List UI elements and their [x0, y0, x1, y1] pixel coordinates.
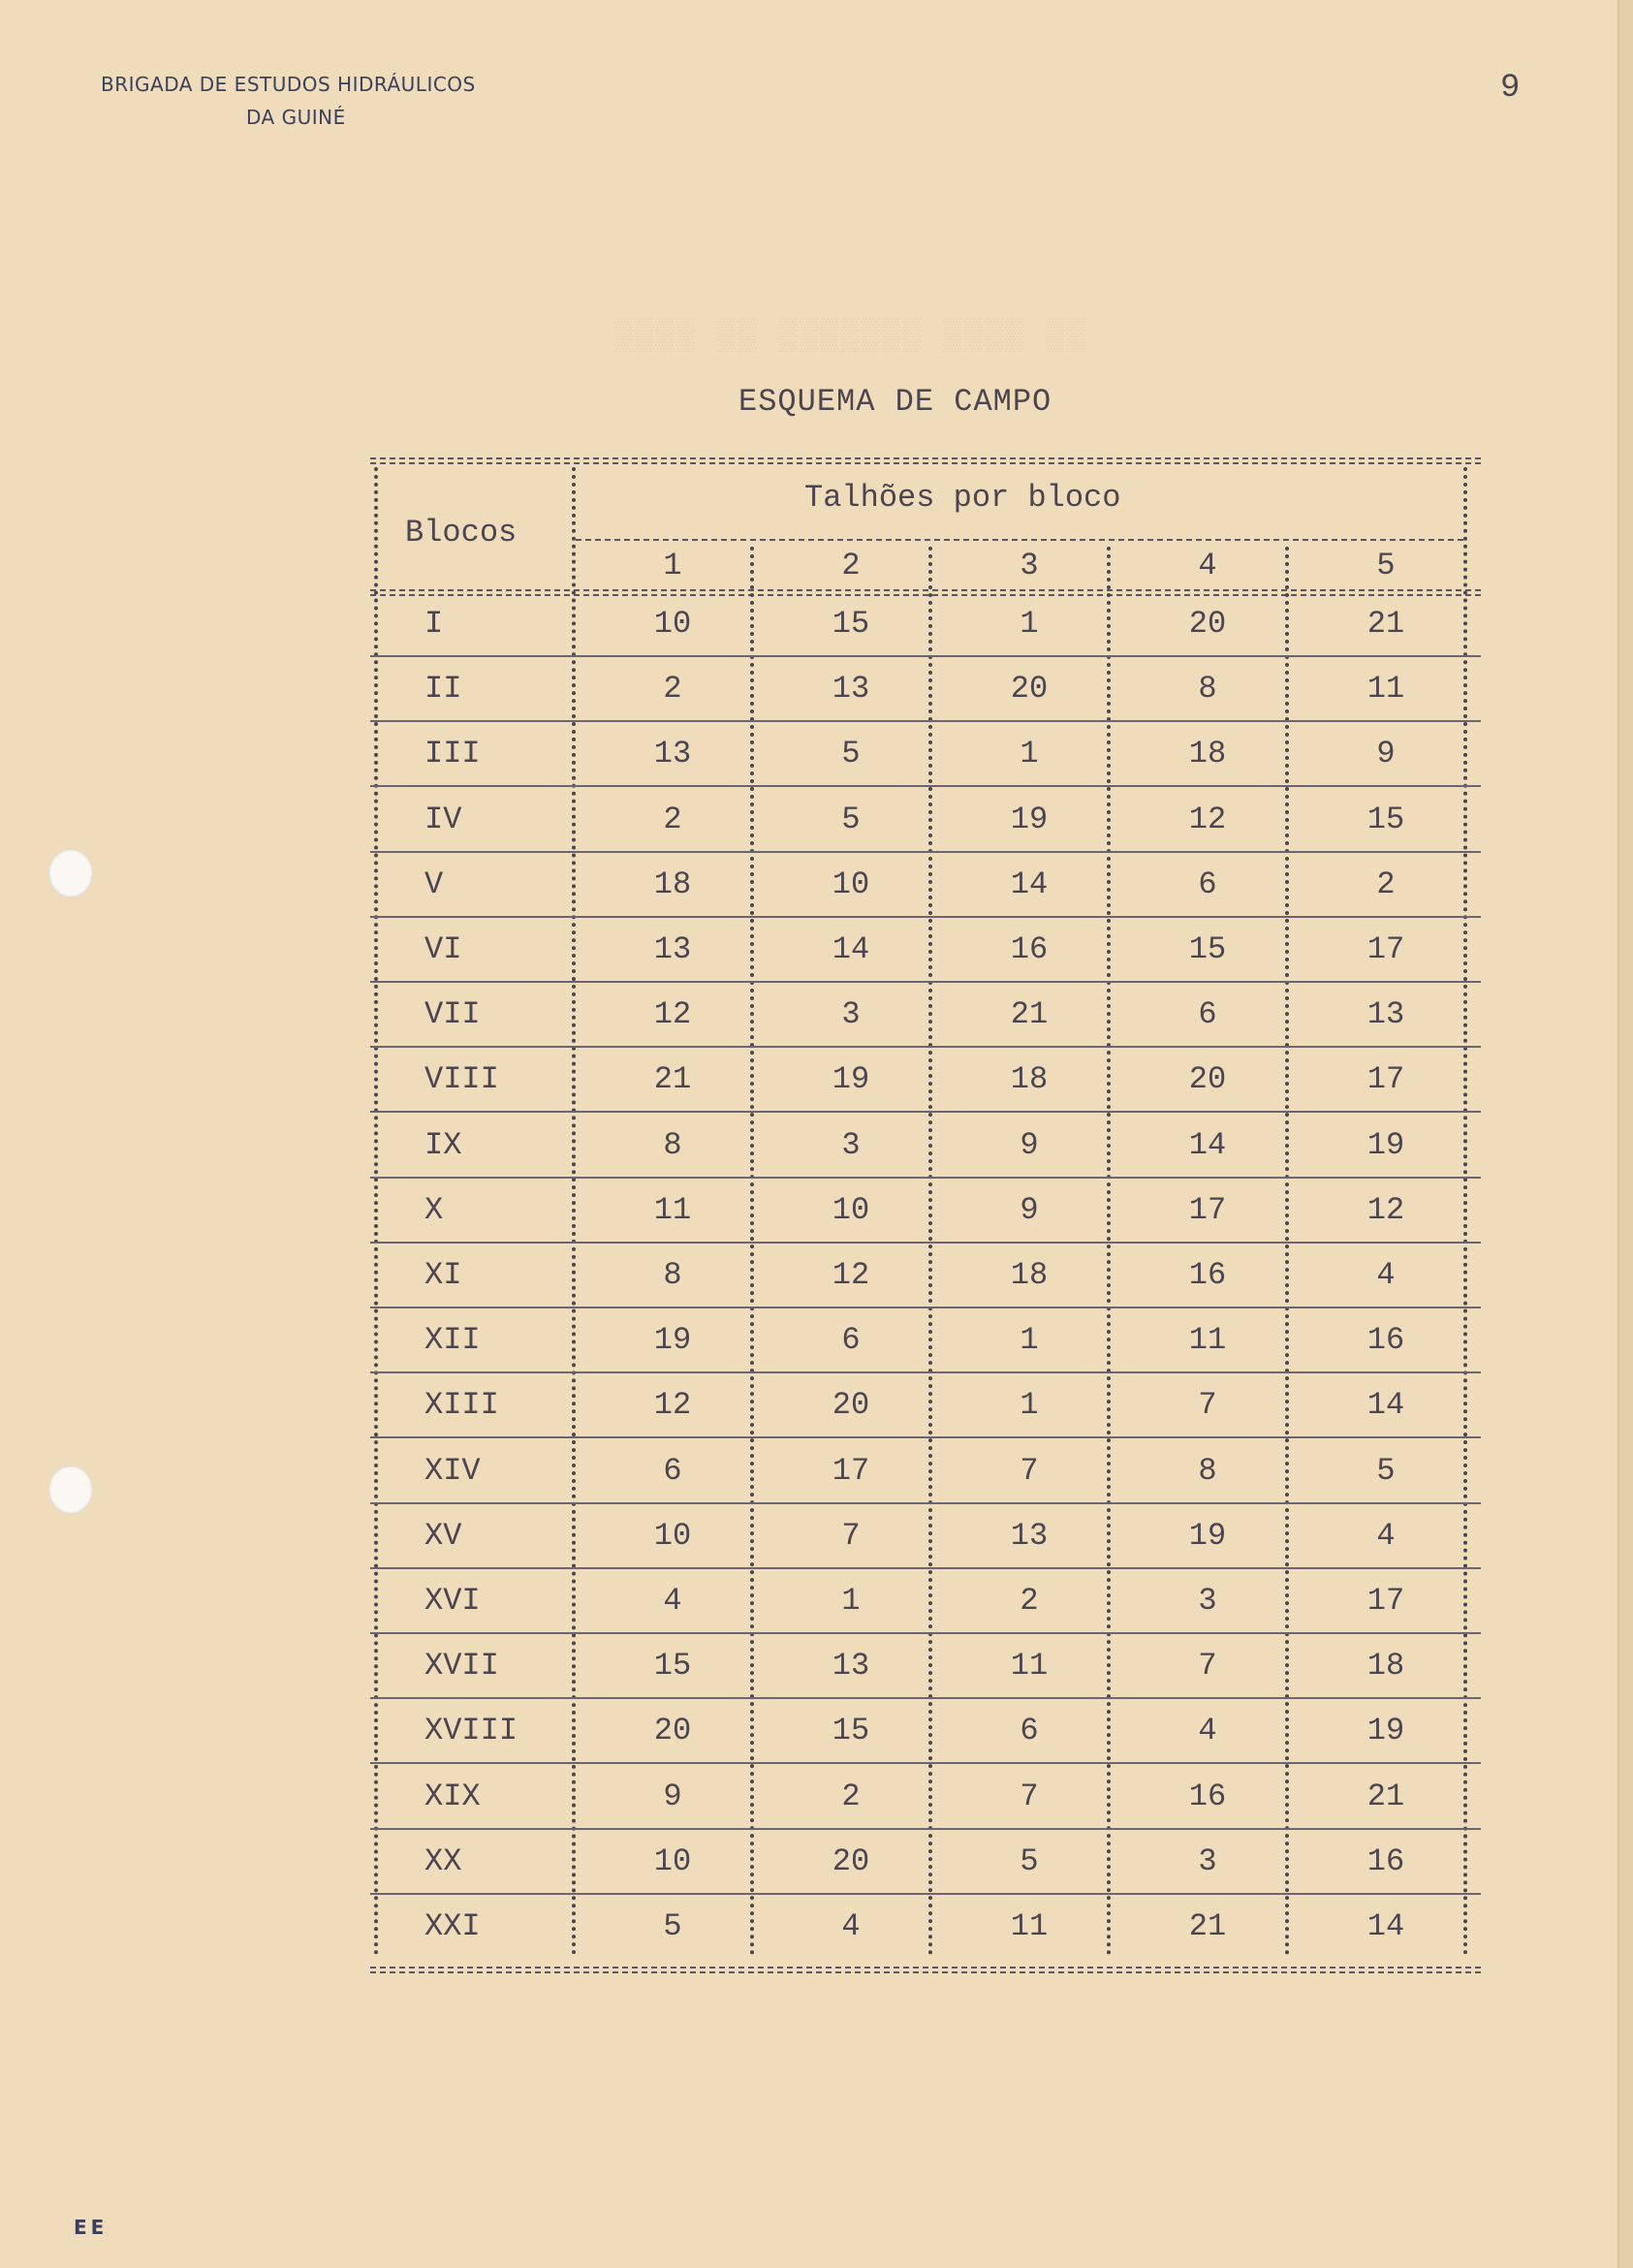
table-cell: 3 — [841, 1126, 861, 1163]
table-cell: 4 — [841, 1908, 861, 1944]
column-header-2: 2 — [841, 548, 861, 583]
table-cell: 16 — [1366, 1843, 1405, 1879]
table-row-divider — [370, 981, 1481, 983]
table-cell: 9 — [1020, 1126, 1039, 1163]
table-row-block-label: VIII — [424, 1061, 499, 1098]
table-cell: 13 — [1366, 996, 1405, 1033]
letterhead-line-1: BRIGADA DE ESTUDOS HIDRÁULICOS — [101, 73, 476, 96]
table-cell: 19 — [1188, 1517, 1227, 1554]
table-cell: 20 — [832, 1843, 870, 1879]
table-cell: 13 — [653, 736, 692, 772]
table-cell: 19 — [1010, 801, 1049, 837]
table-cell: 1 — [1020, 606, 1039, 642]
table-cell: 21 — [1010, 996, 1049, 1033]
table-cell: 6 — [1198, 866, 1217, 902]
table-cell: 19 — [1366, 1126, 1405, 1163]
column-separator — [572, 467, 576, 1956]
table-cell: 6 — [1198, 996, 1217, 1033]
table-cell: 7 — [1020, 1452, 1039, 1489]
table-cell: 5 — [1376, 1452, 1396, 1489]
table-cell: 11 — [1366, 671, 1405, 708]
table-row-divider — [370, 1242, 1481, 1244]
column-header-1: 1 — [663, 548, 682, 583]
table-row-divider — [370, 1046, 1481, 1048]
table-row-divider — [370, 851, 1481, 853]
table-cell: 9 — [663, 1778, 682, 1814]
table-cell: 10 — [832, 1191, 870, 1228]
table-row-block-label: VI — [424, 931, 462, 967]
table-row-block-label: XVIII — [424, 1713, 518, 1749]
table-cell: 4 — [1376, 1517, 1396, 1554]
table-cell: 16 — [1010, 931, 1049, 967]
table-cell: 12 — [1188, 801, 1227, 837]
table-cell: 9 — [1020, 1191, 1039, 1228]
table-cell: 21 — [1366, 1778, 1405, 1814]
table-cell: 11 — [1010, 1908, 1049, 1944]
table-cell: 14 — [1010, 866, 1049, 902]
table-cell: 8 — [663, 1257, 682, 1293]
table-row-block-label: XII — [424, 1322, 481, 1359]
table-cell: 17 — [1366, 1061, 1405, 1098]
table-row-divider — [370, 1111, 1481, 1113]
table-cell: 5 — [1020, 1843, 1039, 1879]
table-top-rule — [370, 457, 1481, 464]
table-cell: 17 — [1366, 1583, 1405, 1619]
table-cell: 5 — [663, 1908, 682, 1944]
table-cell: 6 — [1020, 1713, 1039, 1749]
table-cell: 6 — [663, 1452, 682, 1489]
table-cell: 15 — [653, 1648, 692, 1685]
table-cell: 2 — [1020, 1583, 1039, 1619]
table-cell: 3 — [1198, 1843, 1217, 1879]
header-talhoes-por-bloco: Talhões por bloco — [804, 480, 1121, 516]
table-cell: 13 — [832, 671, 870, 708]
table-cell: 4 — [1376, 1257, 1396, 1293]
table-row-block-label: XVI — [424, 1583, 481, 1619]
header-bottom-rule — [370, 589, 1481, 596]
table-cell: 12 — [1366, 1191, 1405, 1228]
table-cell: 11 — [1010, 1648, 1049, 1685]
table-cell: 10 — [653, 606, 692, 642]
table-cell: 21 — [1188, 1908, 1227, 1944]
page-title: ESQUEMA DE CAMPO — [738, 384, 1052, 420]
header-blocos: Blocos — [405, 515, 518, 551]
table-cell: 2 — [841, 1778, 861, 1814]
column-header-5: 5 — [1376, 548, 1396, 583]
table-cell: 1 — [841, 1583, 861, 1619]
table-cell: 7 — [1198, 1648, 1217, 1685]
punch-hole — [48, 1465, 93, 1514]
table-cell: 20 — [653, 1713, 692, 1749]
table-cell: 11 — [653, 1191, 692, 1228]
table-cell: 10 — [832, 866, 870, 902]
punch-hole — [48, 849, 93, 898]
table-cell: 8 — [1198, 671, 1217, 708]
table-cell: 18 — [653, 866, 692, 902]
table-row-block-label: II — [424, 671, 462, 708]
table-cell: 18 — [1188, 736, 1227, 772]
table-row-block-label: IX — [424, 1126, 462, 1163]
table-row-divider — [370, 1893, 1481, 1895]
page-number: 9 — [1500, 70, 1521, 107]
table-cell: 14 — [1188, 1126, 1227, 1163]
table-cell: 19 — [653, 1322, 692, 1359]
table-cell: 20 — [1010, 671, 1049, 708]
table-cell: 17 — [1366, 931, 1405, 967]
table-cell: 18 — [1366, 1648, 1405, 1685]
table-cell: 15 — [832, 1713, 870, 1749]
table-row-block-label: XXI — [424, 1908, 481, 1944]
table-cell: 16 — [1366, 1322, 1405, 1359]
table-row-divider — [370, 916, 1481, 918]
letterhead-line-2: DA GUINÉ — [246, 106, 346, 129]
table-cell: 21 — [653, 1061, 692, 1098]
page-edge — [1617, 0, 1633, 2268]
table-row-divider — [370, 1371, 1481, 1373]
table-row-block-label: XI — [424, 1257, 462, 1293]
table-cell: 1 — [1020, 1322, 1039, 1359]
table-cell: 3 — [841, 996, 861, 1033]
table-cell: 19 — [1366, 1713, 1405, 1749]
table-cell: 15 — [1366, 801, 1405, 837]
table-cell: 2 — [663, 671, 682, 708]
table-row-block-label: XVII — [424, 1648, 499, 1685]
table-cell: 7 — [1020, 1778, 1039, 1814]
table-cell: 12 — [653, 996, 692, 1033]
column-separator — [374, 467, 378, 1956]
table-cell: 7 — [841, 1517, 861, 1554]
table-row-block-label: XX — [424, 1843, 462, 1879]
table-bottom-rule — [370, 1967, 1481, 1973]
table-row-divider — [370, 1828, 1481, 1830]
field-scheme-table — [370, 457, 1481, 1975]
table-row-block-label: VII — [424, 996, 481, 1033]
bleed-through-text: ▒▒▒▒ ▒▒ ▒▒▒▒▒▒▒ ▒▒▒▒ ▒▒ — [614, 318, 1087, 354]
column-separator — [1107, 547, 1111, 1956]
table-row-divider — [370, 655, 1481, 657]
table-cell: 10 — [653, 1843, 692, 1879]
table-cell: 10 — [653, 1517, 692, 1554]
table-row-block-label: X — [424, 1191, 444, 1228]
table-cell: 15 — [1188, 931, 1227, 967]
header-divider — [576, 539, 1463, 541]
table-cell: 17 — [1188, 1191, 1227, 1228]
table-row-divider — [370, 1762, 1481, 1764]
table-cell: 9 — [1376, 736, 1396, 772]
table-row-block-label: XIX — [424, 1778, 481, 1814]
table-row-divider — [370, 1436, 1481, 1438]
letterhead — [101, 68, 476, 134]
table-cell: 21 — [1366, 606, 1405, 642]
table-cell: 4 — [1198, 1713, 1217, 1749]
column-separator — [1463, 467, 1467, 1956]
table-cell: 20 — [1188, 1061, 1227, 1098]
table-cell: 13 — [1010, 1517, 1049, 1554]
column-separator — [750, 547, 754, 1956]
table-cell: 16 — [1188, 1257, 1227, 1293]
table-cell: 2 — [663, 801, 682, 837]
table-row-block-label: IV — [424, 801, 462, 837]
table-cell: 13 — [653, 931, 692, 967]
table-row-divider — [370, 1177, 1481, 1179]
table-row-divider — [370, 785, 1481, 787]
table-row-divider — [370, 1502, 1481, 1504]
table-row-block-label: XIV — [424, 1452, 481, 1489]
table-row-block-label: XIII — [424, 1387, 499, 1424]
table-cell: 4 — [663, 1583, 682, 1619]
table-cell: 6 — [841, 1322, 861, 1359]
table-row-block-label: III — [424, 736, 481, 772]
table-row-divider — [370, 1632, 1481, 1634]
column-header-4: 4 — [1198, 548, 1217, 583]
table-cell: 20 — [1188, 606, 1227, 642]
column-separator — [1285, 547, 1289, 1956]
table-row-block-label: V — [424, 866, 444, 902]
table-cell: 5 — [841, 736, 861, 772]
table-cell: 17 — [832, 1452, 870, 1489]
table-row-divider — [370, 720, 1481, 722]
table-cell: 18 — [1010, 1061, 1049, 1098]
table-row-divider — [370, 1567, 1481, 1569]
table-cell: 15 — [832, 606, 870, 642]
table-row-block-label: XV — [424, 1517, 462, 1554]
table-cell: 14 — [832, 931, 870, 967]
footer-mark: EE — [74, 2216, 109, 2239]
table-cell: 8 — [663, 1126, 682, 1163]
table-row-divider — [370, 1307, 1481, 1308]
table-cell: 2 — [1376, 866, 1396, 902]
table-cell: 14 — [1366, 1387, 1405, 1424]
table-cell: 1 — [1020, 1387, 1039, 1424]
column-header-3: 3 — [1020, 548, 1039, 583]
column-separator — [928, 547, 932, 1956]
table-cell: 19 — [832, 1061, 870, 1098]
table-cell: 11 — [1188, 1322, 1227, 1359]
table-cell: 13 — [832, 1648, 870, 1685]
table-row-block-label: I — [424, 606, 444, 642]
table-row-divider — [370, 1697, 1481, 1699]
table-cell: 3 — [1198, 1583, 1217, 1619]
table-cell: 1 — [1020, 736, 1039, 772]
table-cell: 12 — [832, 1257, 870, 1293]
table-cell: 16 — [1188, 1778, 1227, 1814]
table-cell: 18 — [1010, 1257, 1049, 1293]
table-cell: 12 — [653, 1387, 692, 1424]
table-cell: 5 — [841, 801, 861, 837]
table-cell: 14 — [1366, 1908, 1405, 1944]
table-cell: 8 — [1198, 1452, 1217, 1489]
table-cell: 20 — [832, 1387, 870, 1424]
table-cell: 7 — [1198, 1387, 1217, 1424]
